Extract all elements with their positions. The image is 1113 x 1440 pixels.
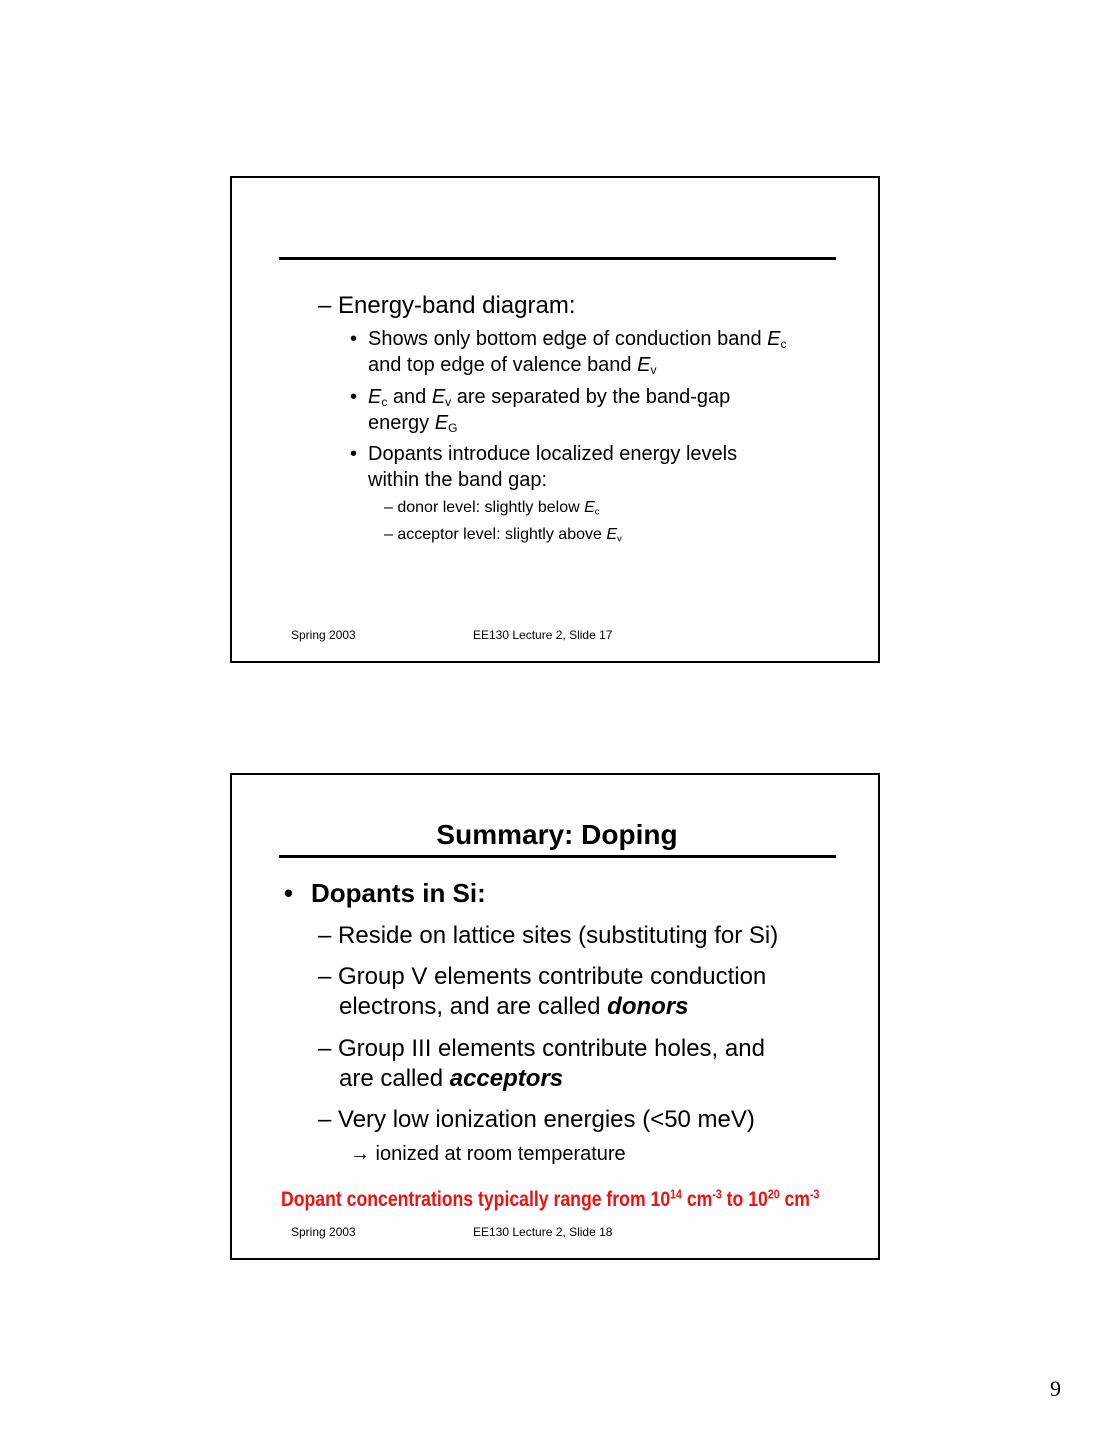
- sub-item-acceptor: [384, 527, 622, 544]
- symbol: E: [434, 412, 449, 434]
- sub-item-donor: [384, 500, 600, 517]
- subscript: c: [594, 506, 600, 518]
- item-group-v-line-2: [339, 995, 689, 1019]
- item-ionization: – Very low ionization energies (<50 meV): [318, 1106, 755, 1133]
- subscript: v: [445, 395, 452, 409]
- bullet: •: [350, 328, 358, 350]
- footer-slide-id: EE130 Lecture 2, Slide 17: [473, 628, 613, 642]
- slide-title: Summary: Doping: [436, 819, 678, 850]
- symbol: E: [606, 526, 618, 543]
- exponent: 20: [767, 1187, 780, 1202]
- sub-item-ionized: → ionized at room temperature: [350, 1143, 626, 1165]
- text: and: [387, 386, 432, 408]
- text: and top edge of valence band: [368, 354, 638, 376]
- exponent: 14: [670, 1187, 682, 1202]
- text: cm: [779, 1188, 810, 1211]
- symbol: E: [368, 386, 382, 408]
- bullet-1-line-2: [368, 355, 656, 376]
- item-group-iii-line-1: – Group III elements contribute holes, and: [318, 1035, 765, 1062]
- bullet-3-line-2: within the band gap:: [368, 469, 548, 491]
- subscript: v: [617, 533, 622, 545]
- footer-date: Spring 2003: [291, 628, 356, 642]
- symbol: E: [767, 328, 781, 350]
- exponent: -3: [809, 1187, 820, 1202]
- subscript: v: [650, 363, 657, 377]
- subscript: c: [381, 395, 388, 409]
- text: Shows only bottom edge of conduction band: [368, 328, 768, 350]
- slide-17: [230, 176, 880, 663]
- subscript: G: [448, 421, 458, 435]
- title-rule: [279, 257, 836, 260]
- title-rule: [279, 855, 836, 858]
- footer-date: Spring 2003: [291, 1225, 356, 1239]
- bullet: •: [284, 878, 294, 908]
- bullet: •: [350, 443, 358, 465]
- text: Dopant concentrations typically range from 10: [281, 1188, 671, 1211]
- heading-dopants: Dopants in Si:: [311, 878, 486, 908]
- item-lattice: – Reside on lattice sites (substituting for Si): [318, 922, 779, 949]
- text: cm: [681, 1188, 713, 1211]
- page-number: 9: [1050, 1376, 1061, 1401]
- bullet-2-line-1: [368, 387, 730, 408]
- dopant-concentration-note: [281, 1189, 819, 1210]
- bullet-2-line-2: [368, 413, 457, 434]
- text: – donor level: slightly below: [384, 499, 585, 516]
- symbol: E: [584, 499, 595, 516]
- item-group-v-line-1: – Group V elements contribute conduction: [318, 963, 767, 990]
- subscript: c: [780, 337, 787, 351]
- emphasis-acceptors: acceptors: [449, 1065, 564, 1092]
- symbol: E: [431, 386, 446, 408]
- bullet-1-line-1: [368, 329, 787, 350]
- slide-18: [230, 773, 880, 1260]
- exponent: -3: [712, 1187, 722, 1202]
- symbol: E: [637, 354, 651, 376]
- footer-slide-id: EE130 Lecture 2, Slide 18: [473, 1225, 613, 1239]
- text: are separated by the band-gap: [451, 386, 731, 408]
- bullet-3-line-1: Dopants introduce localized energy levels: [368, 443, 738, 465]
- emphasis-donors: donors: [607, 993, 689, 1020]
- text: to 10: [721, 1188, 768, 1211]
- text: are called: [339, 1065, 450, 1092]
- text: electrons, and are called: [339, 993, 608, 1020]
- bullet: •: [350, 386, 358, 408]
- energy-band-item: – Energy-band diagram:: [318, 292, 576, 319]
- text: energy: [368, 412, 435, 434]
- item-group-iii-line-2: [339, 1067, 563, 1091]
- text: – acceptor level: slightly above: [384, 526, 607, 543]
